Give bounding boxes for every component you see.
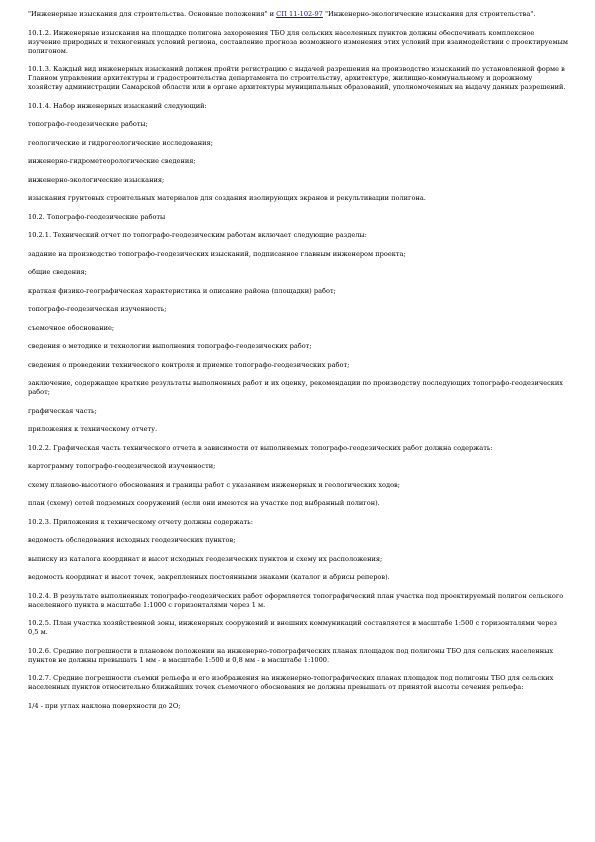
document-paragraph: 10.2.4. В результате выполненных топографо-геодезических работ оформляется топографический план участка под проектируемый полигон сельского населенного пункта в масштабе 1:1000 с горизонталями через 1 м. — [28, 591, 564, 609]
document-paragraph: 10.1.4. Набор инженерных изысканий следующий: — [28, 101, 207, 110]
document-paragraph: 10.1.3. Каждый вид инженерных изысканий должен пройти регистрацию с выдачей разрешения на производство изысканий по установленной форме в Главном управлении архитектуры и градостроительства департамента по строительству, архитектуре, жилищно-коммунальному и дорожному хозяйству администрации Самарской области или в органе архитектуры муниципальных образований, уполномоченных на выдачу данных разрешений. — [28, 65, 566, 91]
document-paragraph: 10.2.3. Приложения к техническому отчету должны содержать: — [28, 517, 253, 526]
document-paragraph: 10.2.1. Технический отчет по топографо-геодезическим работам включает следующие разделы: — [28, 231, 367, 239]
document-paragraph: общие сведения; — [28, 268, 87, 276]
document-paragraph: 10.2. Топографо-геодезические работы — [28, 212, 166, 221]
document-paragraph: задание на производство топографо-геодезических изысканий, подписанное главным инженером проекта; — [28, 249, 406, 258]
document-paragraph: 10.1.2. Инженерные изыскания на площадке полигона захоронения ТБО для сельских населенных пунктов должны обеспечивать комплексное изучение природных и техногенных условий региона, составление прогноза возможного изменения этих условий при взаимодействии с проектируемым полигоном. — [28, 28, 568, 55]
document-paragraph: графическая часть; — [28, 406, 97, 415]
document-page — [28, 10, 568, 720]
document-paragraph: инженерно-гидрометеорологические сведения; — [28, 157, 196, 165]
document-paragraph: 10.2.6. Средние погрешности в плановом положении на инженерно-топографических планах площадок под полигоны ТБО для сельских населенных пунктов не должны превышать 1 мм - в масштабе 1:500 и 0,8 мм - в масштабе 1:1000. — [28, 646, 554, 664]
document-paragraph: изыскания грунтовых строительных материалов для создания изолирующих экранов и рекультивации полигона. — [28, 194, 426, 202]
intro-prefix: "Инженерные изыскания для строительства. Основные положения" и — [28, 10, 277, 18]
document-paragraph: 10.2.2. Графическая часть технического отчета в зависимости от выполняемых топографо-геодезических работ должна содержать: — [28, 443, 493, 452]
document-paragraph: выписку из каталога координат и высот исходных геодезических пунктов и схему их расположения; — [28, 554, 383, 563]
document-paragraph: краткая физико-географическая характеристика и описание района (площадки) работ; — [28, 286, 336, 295]
paragraph-list — [28, 29, 568, 711]
document-paragraph: сведения о проведении технического контроля и приемке топографо-геодезических работ; — [28, 360, 350, 369]
document-paragraph: топографо-геодезические работы; — [28, 120, 148, 128]
sp-11-102-97-link[interactable]: СП 11-102-97 — [276, 10, 323, 18]
document-paragraph: топографо-геодезическая изученность; — [28, 305, 167, 313]
document-paragraph: съемочное обоснование; — [28, 323, 115, 332]
document-paragraph: 10.2.5. План участка хозяйственной зоны, инженерных сооружений и внешних коммуникаций составляется в масштабе 1:500 с горизонталями через 0,5 м. — [28, 619, 557, 636]
document-paragraph: геологические и гидрогеологические исследования; — [28, 138, 213, 147]
document-paragraph: ведомость координат и высот точек, закрепленных постоянными знаками (каталог и абрисы реперов). — [28, 573, 390, 581]
document-paragraph: схему планово-высотного обоснования и границы работ с указанием инженерных и геологических ходов; — [28, 480, 400, 489]
document-paragraph: сведения о методике и технологии выполнения топографо-геодезических работ; — [28, 342, 312, 350]
document-paragraph: 1/4 - при углах наклона поверхности до 2О; — [28, 701, 181, 710]
document-paragraph: инженерно-экологические изыскания; — [28, 175, 165, 184]
document-paragraph: приложения к техническому отчету. — [28, 425, 158, 433]
document-paragraph: заключение, содержащее краткие результаты выполненных работ и их оценку, рекомендации по производству последующих топографо-геодезических работ; — [28, 379, 564, 396]
intro-paragraph — [28, 10, 568, 19]
document-paragraph: картограмму топографо-геодезической изученности; — [28, 462, 216, 470]
document-paragraph: 10.2.7. Средние погрешности съемки рельефа и его изображения на инженерно-топографических планах площадок под полигоны ТБО для сельских населенных пунктов относительно ближайших точек съемочного обоснования не должны превышать от принятой высоты сечения рельефа: — [28, 674, 554, 691]
document-paragraph: план (схему) сетей подземных сооружений (если они имеются на участке под выбранный полигон). — [28, 499, 380, 507]
document-paragraph: ведомость обследования исходных геодезических пунктов; — [28, 536, 236, 544]
intro-suffix: "Инженерно-экологические изыскания для строительства". — [322, 10, 536, 18]
